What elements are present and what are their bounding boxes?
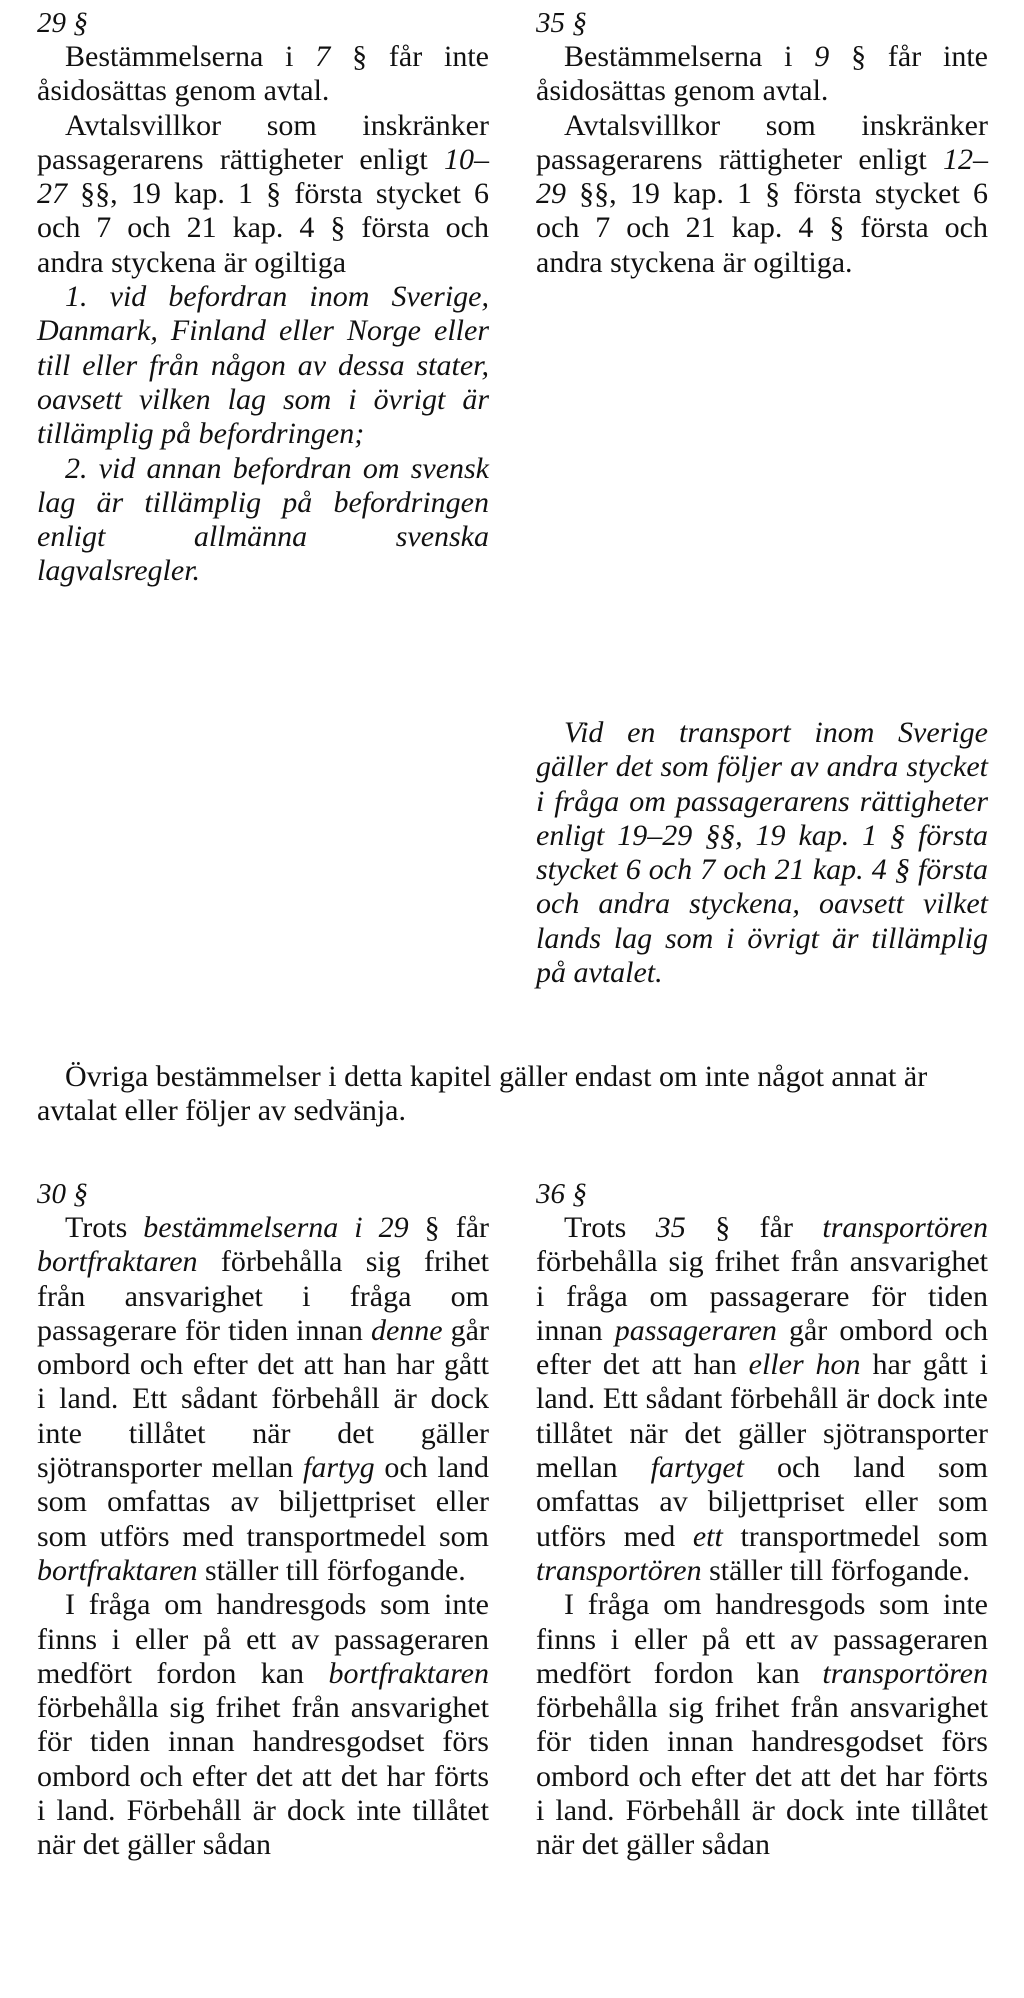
paragraph bbox=[37, 1060, 927, 1127]
text-run: Bestämmelserna i bbox=[564, 40, 815, 73]
section-30-body bbox=[37, 1211, 489, 1863]
italic-text-run: ett bbox=[692, 1519, 723, 1553]
paragraph bbox=[37, 280, 489, 451]
italic-text-run: eller hon bbox=[748, 1348, 861, 1382]
italic-text-run: transportören bbox=[536, 1553, 702, 1587]
text-run: § får bbox=[685, 1211, 823, 1244]
italic-text-run: bortfraktaren bbox=[37, 1553, 198, 1587]
text-run: och land som omfattas av biljettpriset eller som utförs med bbox=[536, 1451, 988, 1553]
text-run: förbehålla sig frihet från ansvarighet för tiden innan handresgodset förs ombord och efter det att det har förts i land. Förbehåll är dock inte tillåtet när det gäller sådan bbox=[536, 1691, 988, 1862]
paragraph bbox=[37, 1211, 489, 1588]
text-run: ställer till förfogande. bbox=[197, 1553, 466, 1587]
paragraph bbox=[536, 40, 988, 109]
section-35-body bbox=[536, 40, 988, 280]
italic-text-run: bortfraktaren bbox=[328, 1656, 489, 1690]
text-run: § får bbox=[408, 1211, 489, 1244]
text-run: § får inte åsidosättas genom avtal. bbox=[37, 40, 489, 108]
section-36-body bbox=[536, 1211, 988, 1863]
italic-text-run: 9 bbox=[814, 40, 830, 73]
text-run: transportmedel som bbox=[722, 1519, 988, 1553]
italic-text-run: passageraren bbox=[614, 1313, 777, 1347]
text-run: Trots bbox=[564, 1211, 656, 1244]
text-run: I fråga om handresgods som inte finns i eller på ett av passageraren medfört fordon kan bbox=[37, 1588, 489, 1690]
italic-text-run: transportören bbox=[822, 1211, 988, 1244]
text-run: går ombord och efter det att han har gått i land. Ett sådant förbehåll är dock inte tillåtet när det gäller sjötransporter mellan bbox=[37, 1313, 489, 1485]
italic-text-run: 12–29 bbox=[536, 142, 988, 211]
text-run: förbehålla sig frihet från ansvarighet i fråga om passagerare för tiden innan bbox=[37, 1245, 489, 1347]
section-heading-30: 30 § bbox=[37, 1178, 88, 1210]
section-heading-35: 35 § bbox=[536, 7, 587, 39]
text-run: Övriga bestämmelser i detta kapitel gäller endast om inte något annat är avtalat eller följer av sedvänja. bbox=[37, 1060, 928, 1127]
italic-text-run: 1. vid befordran inom Sverige, Danmark, Finland eller Norge eller till eller från någon av dessa stater, oavsett vilken lag som i övrigt är tillämplig på befordringen; bbox=[37, 280, 489, 451]
section-29-body bbox=[37, 40, 489, 589]
paragraph bbox=[37, 40, 489, 109]
paragraph bbox=[37, 452, 489, 589]
text-run: §§, 19 kap. 1 § första stycket 6 och 7 och 21 kap. 4 § första och andra styckena är ogiltiga. bbox=[536, 177, 988, 279]
text-run: I fråga om handresgods som inte finns i eller på ett av passageraren medfört fordon kan bbox=[536, 1588, 988, 1690]
text-run: går ombord och efter det att han bbox=[536, 1313, 988, 1382]
common-paragraph bbox=[37, 1060, 989, 1128]
text-run: Avtalsvillkor som inskränker passagerarens rättigheter enligt bbox=[37, 108, 489, 176]
paragraph bbox=[536, 1211, 988, 1588]
text-run: Avtalsvillkor som inskränker passagerarens rättigheter enligt bbox=[536, 108, 988, 176]
paragraph bbox=[37, 1588, 489, 1862]
text-run: Trots bbox=[65, 1211, 144, 1244]
text-run: Bestämmelserna i bbox=[65, 40, 316, 73]
section-heading-36: 36 § bbox=[536, 1178, 587, 1210]
text-run: ställer till förfogande. bbox=[701, 1553, 970, 1587]
section-35-addition bbox=[536, 716, 988, 990]
italic-text-run: Vid en transport inom Sverige gäller det som följer av andra stycket i fråga om passagerarens rättigheter enligt 19–29 §§, 19 kap. 1 § första stycket 6 och 7 och 21 kap. 4 § första och andra styckena, oavsett vilket lands lag som i övrigt är tillämplig på avtalet. bbox=[536, 716, 988, 990]
text-run: §§, 19 kap. 1 § första stycket 6 och 7 och 21 kap. 4 § första och andra styckena är ogiltiga bbox=[37, 177, 489, 279]
paragraph bbox=[536, 716, 988, 990]
italic-text-run: 35 bbox=[655, 1211, 686, 1244]
paragraph bbox=[536, 1588, 988, 1862]
text-run: förbehålla sig frihet från ansvarighet i fråga om passagerare för tiden innan bbox=[536, 1245, 988, 1347]
italic-text-run: 2. vid annan befordran om svensk lag är tillämplig på befordringen enligt allmänna svenska lagvalsregler. bbox=[37, 451, 489, 588]
paragraph bbox=[37, 109, 489, 280]
paragraph bbox=[536, 109, 988, 280]
italic-text-run: 10–27 bbox=[37, 142, 489, 211]
text-run: förbehålla sig frihet från ansvarighet för tiden innan handresgodset förs ombord och efter det att det har förts i land. Förbehåll är dock inte tillåtet när det gäller sådan bbox=[37, 1691, 489, 1862]
italic-text-run: fartyget bbox=[650, 1451, 744, 1485]
italic-text-run: bortfraktaren bbox=[37, 1245, 198, 1279]
text-run: § får inte åsidosättas genom avtal. bbox=[536, 40, 988, 108]
italic-text-run: transportören bbox=[822, 1656, 988, 1690]
italic-text-run: fartyg bbox=[302, 1451, 375, 1485]
italic-text-run: denne bbox=[370, 1313, 443, 1347]
italic-text-run: 7 bbox=[315, 40, 331, 73]
section-heading-29: 29 § bbox=[37, 7, 88, 39]
text-run: har gått i land. Ett sådant förbehåll är dock inte tillåtet när det gäller sjötransporter mellan bbox=[536, 1348, 988, 1485]
italic-text-run: bestämmelserna i 29 bbox=[143, 1211, 409, 1244]
text-run: och land som omfattas av biljettpriset eller som utförs med transportmedel som bbox=[37, 1451, 490, 1553]
